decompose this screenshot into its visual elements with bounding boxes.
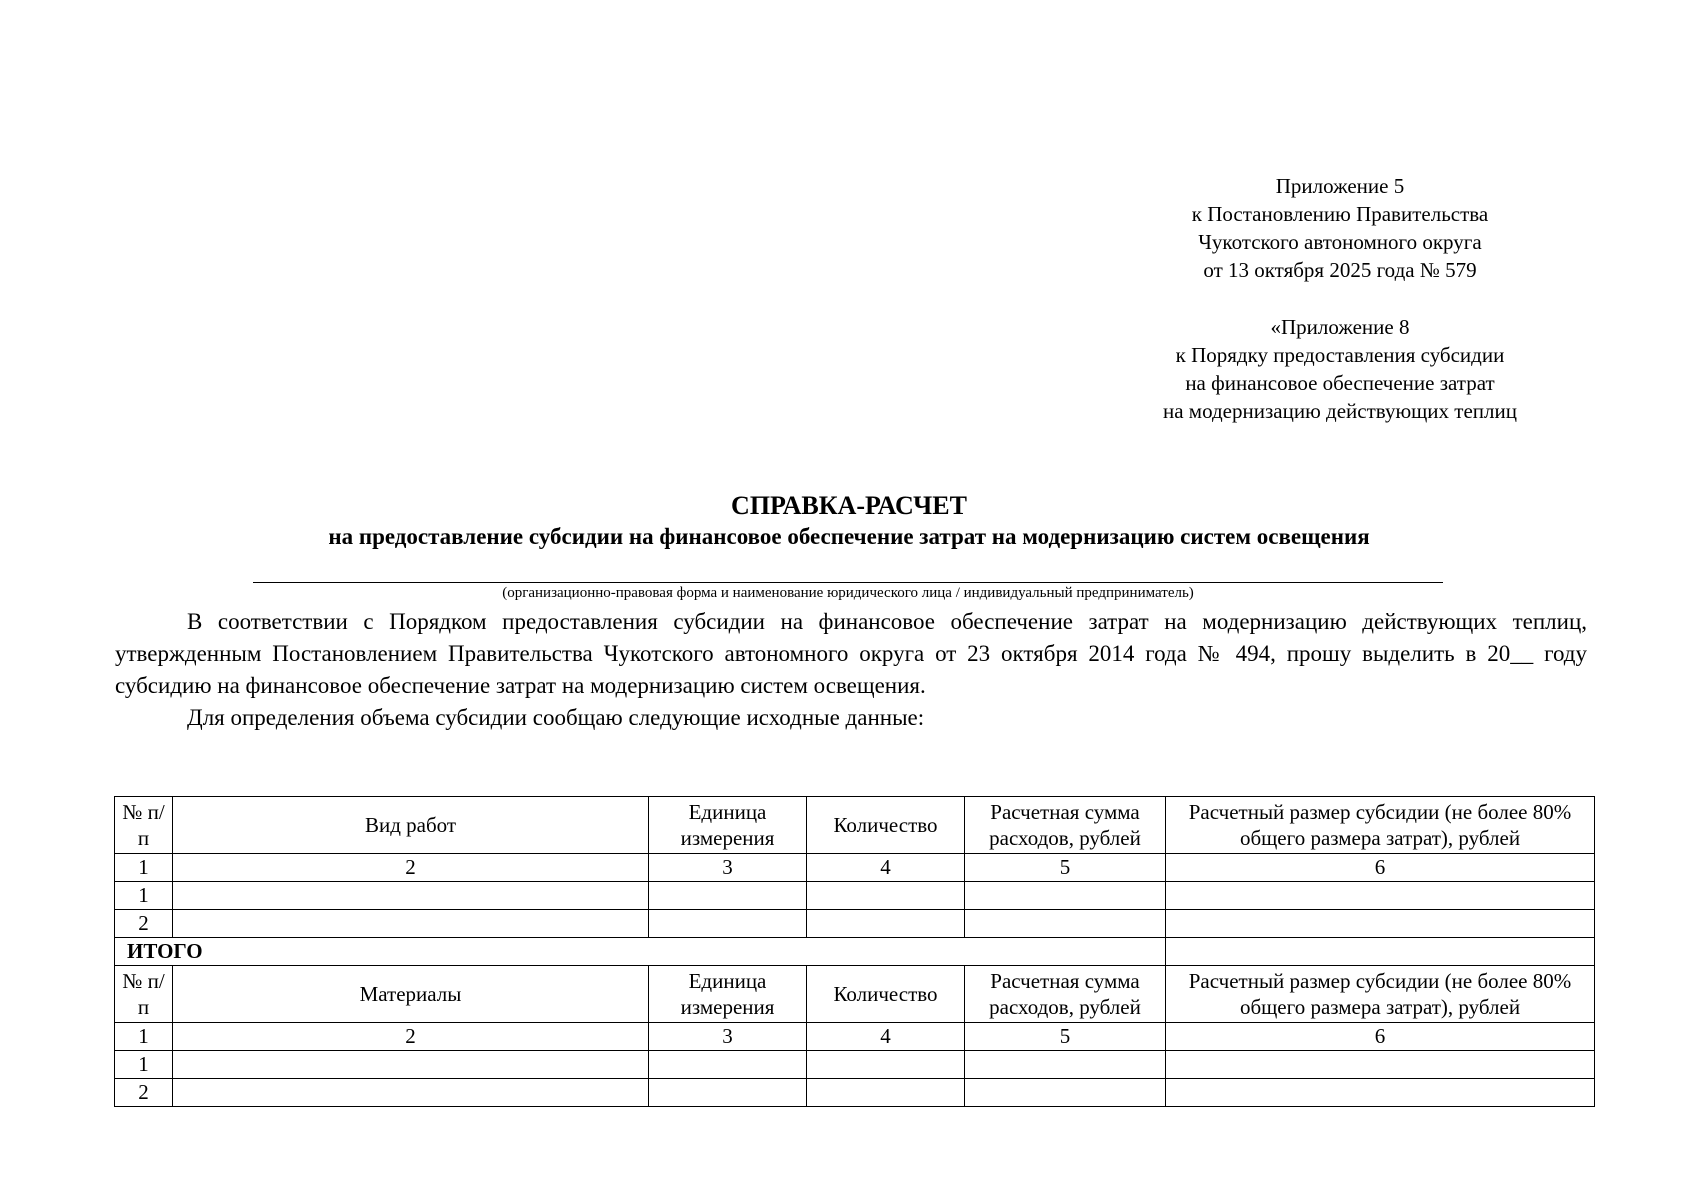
total-subsidy-cell <box>1166 938 1595 966</box>
organization-name-caption: (организационно-правовая форма и наименование юридического лица / индивидуальный предприниматель) <box>502 585 1194 601</box>
column-number: 3 <box>649 1023 807 1051</box>
header-num: № п/п <box>115 797 173 854</box>
column-number: 4 <box>807 854 965 882</box>
total-row <box>115 938 1595 966</box>
material-cell <box>173 1079 649 1107</box>
table-row <box>115 1051 1595 1079</box>
calculation-table <box>114 796 1595 1107</box>
quantity-cell <box>807 910 965 938</box>
document-title-block <box>0 490 1698 552</box>
header-unit: Единица измерения <box>649 966 807 1023</box>
appendix-8-line: на модернизацию действующих теплиц <box>1163 399 1517 423</box>
row-number: 2 <box>115 910 173 938</box>
column-number-row <box>115 1023 1595 1051</box>
unit-cell <box>649 1079 807 1107</box>
table-row <box>115 910 1595 938</box>
column-number: 3 <box>649 854 807 882</box>
quantity-cell <box>807 1079 965 1107</box>
subsidy-cell <box>1166 910 1595 938</box>
header-subsidy: Расчетный размер субсидии (не более 80% общего размера затрат), рублей <box>1166 966 1595 1023</box>
row-number: 1 <box>115 1051 173 1079</box>
quantity-cell <box>807 1051 965 1079</box>
appendix-8-line: «Приложение 8 <box>1270 315 1410 339</box>
unit-cell <box>649 910 807 938</box>
appendix-8-line: к Порядку предоставления субсидии <box>1175 343 1505 367</box>
organization-name-line <box>253 582 1443 583</box>
table-row <box>115 882 1595 910</box>
material-cell <box>173 1051 649 1079</box>
request-paragraph: В соответствии с Порядком предоставления субсидии на финансовое обеспечение затрат на модернизацию действующих теплиц, утвержденным Постановлением Правительства Чукотского автономного округа от 23 октября 2014 года № 494, прошу выделить в 20__ году субсидию на финансовое обеспечение затрат на модернизацию систем освещения. <box>115 609 1587 698</box>
column-number: 5 <box>965 1023 1166 1051</box>
subsidy-cell <box>1166 1051 1595 1079</box>
header-quantity: Количество <box>807 797 965 854</box>
column-number: 5 <box>965 854 1166 882</box>
sum-cell <box>965 1051 1166 1079</box>
column-number-row <box>115 854 1595 882</box>
appendix-8-header <box>1110 313 1570 425</box>
work-type-cell <box>173 882 649 910</box>
appendix-8-line: на финансовое обеспечение затрат <box>1185 371 1495 395</box>
source-data-paragraph: Для определения объема субсидии сообщаю следующие исходные данные: <box>187 705 925 730</box>
unit-cell <box>649 882 807 910</box>
row-number: 2 <box>115 1079 173 1107</box>
unit-cell <box>649 1051 807 1079</box>
total-label: ИТОГО <box>115 938 1166 966</box>
sum-cell <box>965 1079 1166 1107</box>
sum-cell <box>965 882 1166 910</box>
column-number: 2 <box>173 854 649 882</box>
quantity-cell <box>807 882 965 910</box>
work-type-cell <box>173 910 649 938</box>
header-unit: Единица измерения <box>649 797 807 854</box>
document-title: СПРАВКА-РАСЧЕТ <box>731 491 967 520</box>
request-text <box>115 606 1587 734</box>
column-number: 6 <box>1166 854 1595 882</box>
column-number: 6 <box>1166 1023 1595 1051</box>
header-sum: Расчетная сумма расходов, рублей <box>965 797 1166 854</box>
subsidy-cell <box>1166 882 1595 910</box>
column-number: 2 <box>173 1023 649 1051</box>
works-header-row <box>115 797 1595 854</box>
header-work-type: Вид работ <box>173 797 649 854</box>
header-sum: Расчетная сумма расходов, рублей <box>965 966 1166 1023</box>
appendix-5-line: к Постановлению Правительства <box>1191 202 1489 226</box>
header-materials: Материалы <box>173 966 649 1023</box>
appendix-5-line: Приложение 5 <box>1275 174 1405 198</box>
header-quantity: Количество <box>807 966 965 1023</box>
column-number: 4 <box>807 1023 965 1051</box>
appendix-5-header <box>1130 172 1550 284</box>
materials-header-row <box>115 966 1595 1023</box>
header-num: № п/п <box>115 966 173 1023</box>
row-number: 1 <box>115 882 173 910</box>
document-subtitle: на предоставление субсидии на финансовое обеспечение затрат на модернизацию систем освещения <box>328 524 1370 549</box>
appendix-5-line: Чукотского автономного округа <box>1198 230 1482 254</box>
appendix-5-line: от 13 октября 2025 года № 579 <box>1203 258 1477 282</box>
table-row <box>115 1079 1595 1107</box>
header-subsidy: Расчетный размер субсидии (не более 80% общего размера затрат), рублей <box>1166 797 1595 854</box>
column-number: 1 <box>115 1023 173 1051</box>
column-number: 1 <box>115 854 173 882</box>
subsidy-cell <box>1166 1079 1595 1107</box>
sum-cell <box>965 910 1166 938</box>
